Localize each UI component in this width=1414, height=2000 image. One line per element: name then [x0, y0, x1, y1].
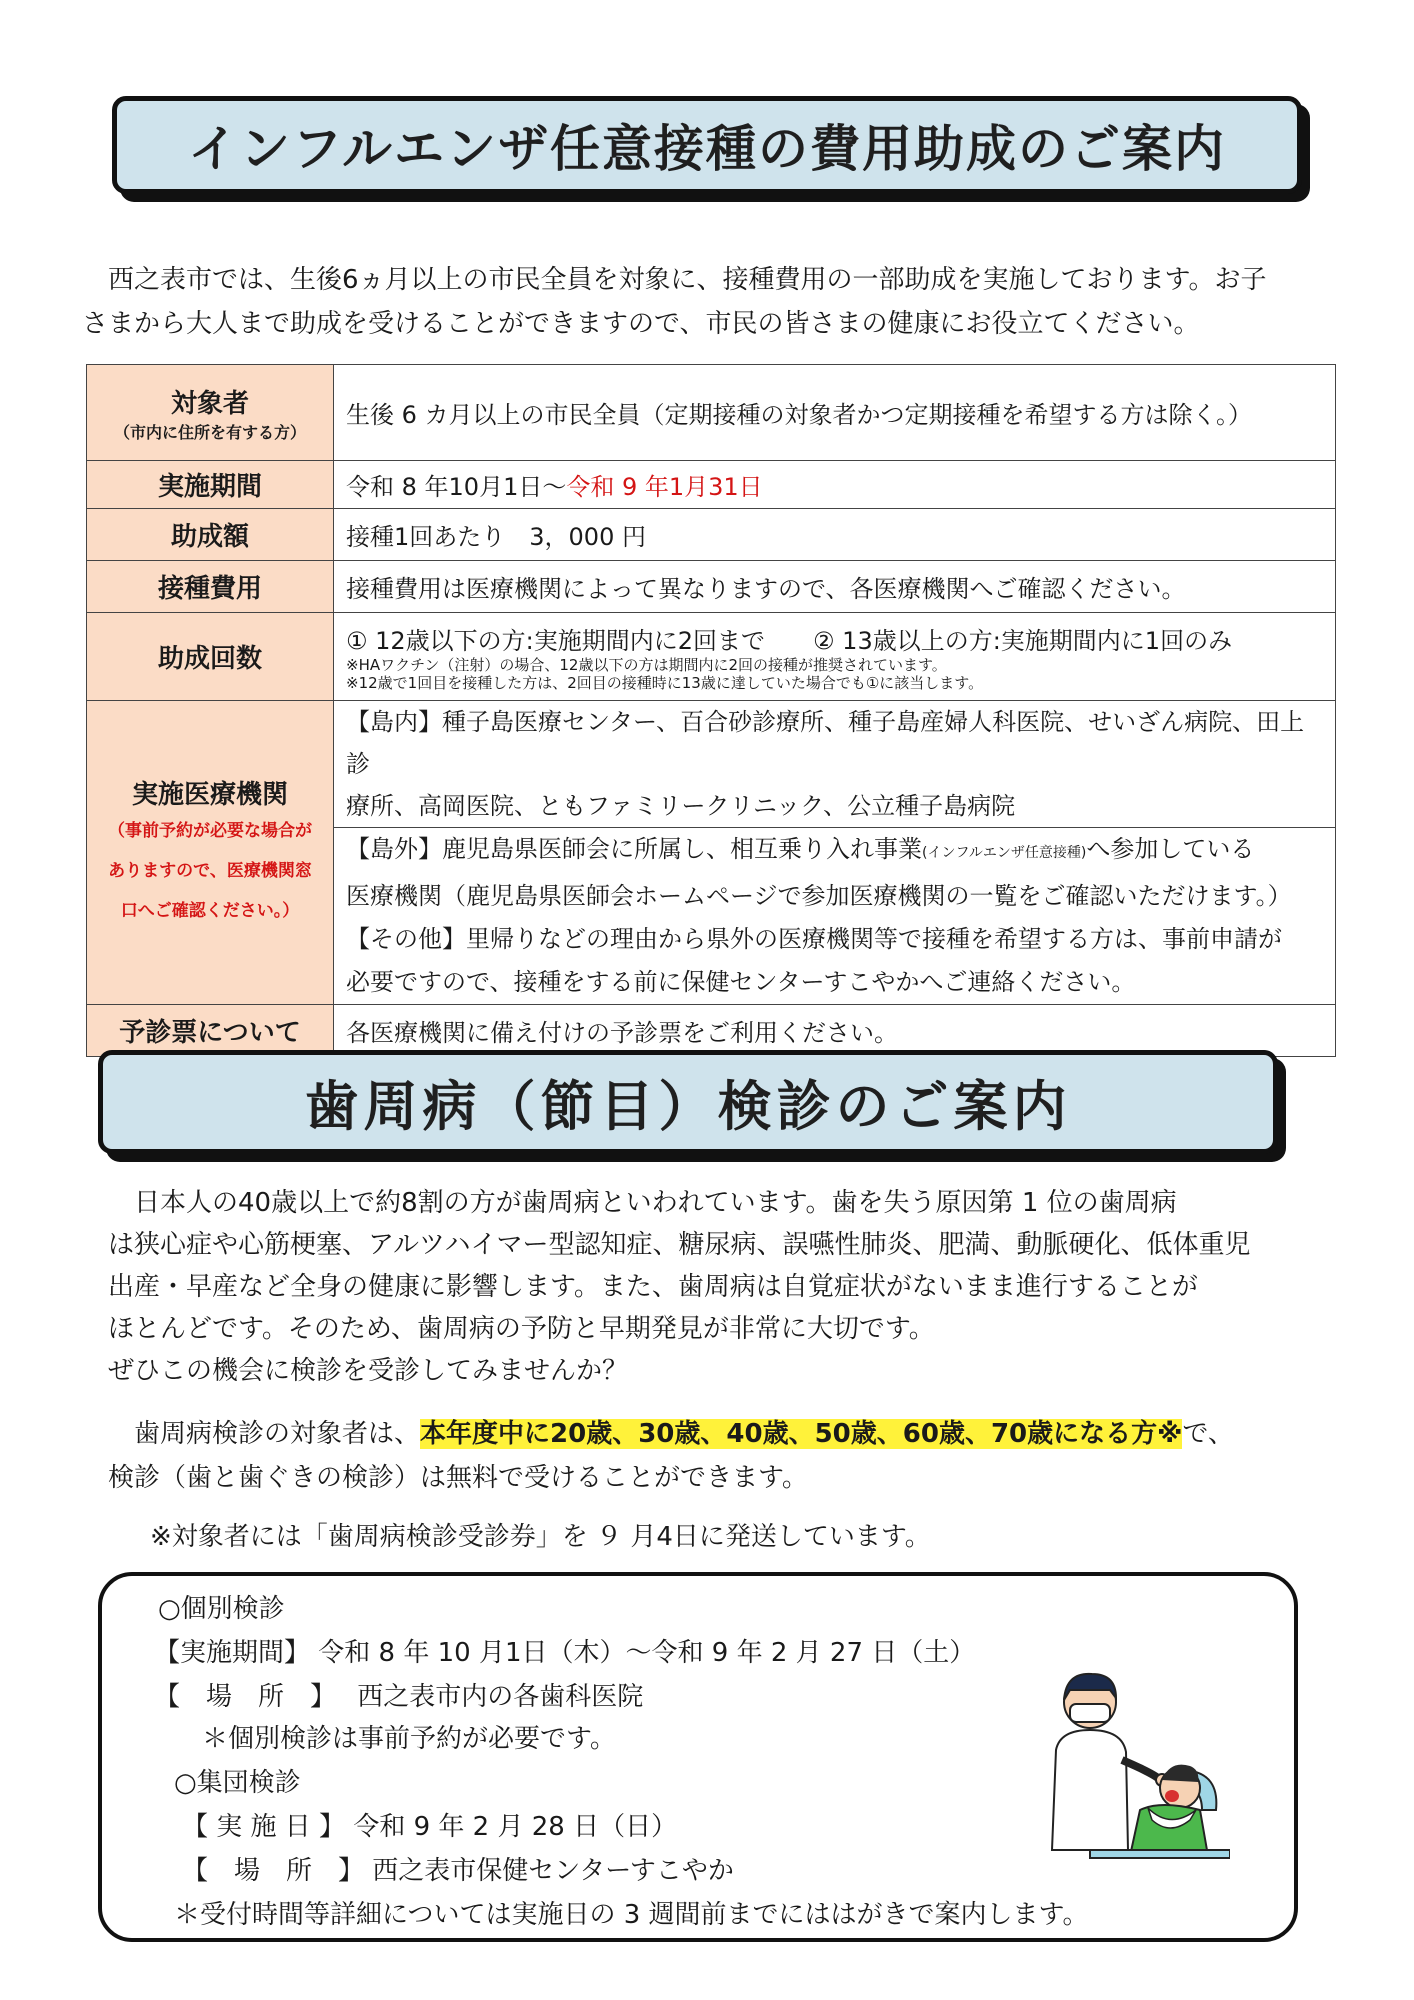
table-row: [87, 701, 1336, 828]
cost-value-cell: 接種費用は医療機関によって異なりますので、各医療機関へご確認ください。: [334, 561, 1336, 613]
table-row: [87, 365, 1336, 461]
periodontal-body: 日本人の40歳以上で約8割の方が歯周病といわれています。歯を失う原因第 1 位の歯周病 は狭心症や心筋梗塞、アルツハイマー型認知症、糖尿病、誤嚥性肺炎、肥満、動脈硬化、低体重児 出産・早産など全身の健康に影響します。また、歯周病は自覚症状がないまま進行することが ほとんどです。そのため、歯周病の予防と早期発見が非常に大切です。 ぜひこの機会に検診を受診してみませんか？: [108, 1188, 1251, 1386]
page-title: インフルエンザ任意接種の費用助成のご案内: [188, 120, 1226, 178]
voucher-notice: ※対象者には「歯周病検診受診券」を ９ 月4日に発送しています。: [150, 1522, 931, 1552]
dentist-icon: [1030, 1660, 1230, 1860]
individual-note: ＊個別検診は事前予約が必要です。: [202, 1724, 616, 1754]
intro-paragraph: 西之表市では、生後6ヵ月以上の市民全員を対象に、接種費用の一部助成を実施しております。お子 さまから大人まで助成を受けることができますので、市民の皆さまの健康にお役立てください。: [82, 265, 1267, 339]
group-heading: ○集団検診: [174, 1768, 301, 1798]
group-place: 【 場 所 】 西之表市保健センターすこやか: [182, 1856, 734, 1886]
institution-label-cell: 実施医療機関 （事前予約が必要な場合が ありますので、医療機関窓 口へご確認ください。）: [87, 701, 334, 1005]
table-row: [87, 1005, 1336, 1057]
cost-label-cell: 接種費用: [87, 561, 334, 613]
group-date: 【 実 施 日 】 令和 9 年 2 月 28 日（日）: [182, 1812, 678, 1842]
individual-period: 【実施期間】 令和 8 年 10 月1日（木）～令和 9 年 2 月 27 日（土）: [154, 1638, 976, 1668]
count-value-cell: ① 12歳以下の方:実施期間内に2回まで ② 13歳以上の方:実施期間内に1回のみ ※HAワクチン（注射）の場合、12歳以下の方は期間内に2回の接種が推奨されています。 ※12歳で1回目を接種した方は、2回目の接種時に13歳に達していた場合でも①に該当します。: [334, 613, 1336, 701]
group-note: ＊受付時間等詳細については実施日の 3 週間前までにははがきで案内します。: [174, 1900, 1089, 1930]
period-value-cell: 令和 8 年10月1日～令和 9 年1月31日: [334, 461, 1336, 509]
target-highlight: 本年度中に20歳、30歳、40歳、50歳、60歳、70歳になる方※: [420, 1419, 1183, 1449]
form-label-cell: 予診票について: [87, 1005, 334, 1057]
institution-outside-cell: 【島外】鹿児島県医師会に所属し、相互乗り入れ事業(インフルエンザ任意接種)へ参加している 医療機関（鹿児島県医師会ホームページで参加医療機関の一覧をご確認いただけます。） 【その他】里帰りなどの理由から県外の医療機関等で接種を希望する方は、事前申請が 必要ですので、接種をする前に保健センターすこやかへご連絡ください。: [334, 828, 1336, 1005]
amount-label-cell: 助成額: [87, 509, 334, 561]
target-value-cell: 生後 6 カ月以上の市民全員（定期接種の対象者かつ定期接種を希望する方は除く。）: [334, 365, 1336, 461]
table-row: [87, 461, 1336, 509]
amount-value-cell: 接種1回あたり 3，000 円: [334, 509, 1336, 561]
target-label-cell: 対象者 （市内に住所を有する方）: [87, 365, 334, 461]
target-paragraph: 歯周病検診の対象者は、本年度中に20歳、30歳、40歳、50歳、60歳、70歳になる方※で、 検診（歯と歯ぐきの検診）は無料で受けることができます。: [108, 1419, 1234, 1493]
institution-island-cell: 【島内】種子島医療センター、百合砂診療所、種子島産婦人科医院、せいざん病院、田上診 療所、高岡医院、ともファミリークリニック、公立種子島病院: [334, 701, 1336, 828]
form-value-cell: 各医療機関に備え付けの予診票をご利用ください。: [334, 1005, 1336, 1057]
individual-heading: ○個別検診: [158, 1594, 285, 1624]
count-label-cell: 助成回数: [87, 613, 334, 701]
table-row: [87, 561, 1336, 613]
period-label-cell: 実施期間: [87, 461, 334, 509]
period-end-text: 令和 9 年1月31日: [566, 473, 763, 501]
table-row: [87, 613, 1336, 701]
section-title-banner-periodontal: [98, 1050, 1278, 1154]
table-row: [87, 509, 1336, 561]
section-title-banner-influenza: [112, 96, 1302, 194]
section-title: 歯周病（節目）検診のご案内: [304, 1074, 1072, 1138]
individual-place: 【 場 所 】 西之表市内の各歯科医院: [154, 1682, 644, 1712]
subsidy-info-table: [86, 364, 1336, 1057]
